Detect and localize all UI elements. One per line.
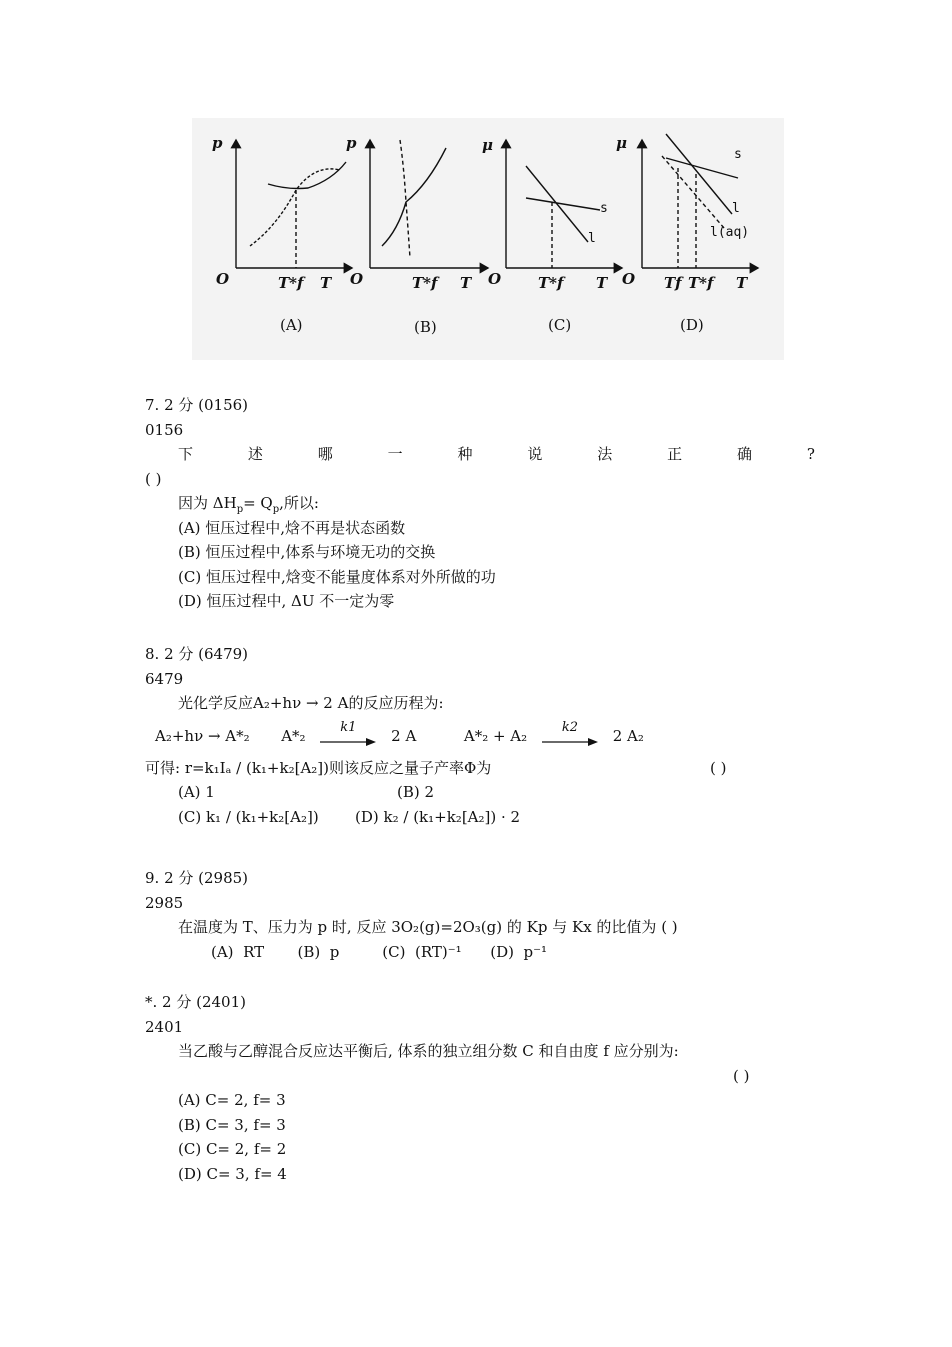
q10-paren-line [145,1064,815,1089]
q9-code: 2985 [145,893,184,912]
q10-option-b: (B) C= 3, f= 3 [178,1115,286,1134]
label-s-c: s [600,201,608,216]
k1-arrow [320,720,376,748]
q8-options-ab [145,780,815,805]
label-laq-d: l(aq) [710,225,750,240]
q10-option-c: (C) C= 2, f= 2 [178,1140,287,1158]
q7-header: 7. 2 分 (0156) [145,396,249,414]
origin-b: O [350,270,364,288]
q8-step3-right: 2 A₂ [612,726,644,745]
q8-code: 6479 [145,669,184,688]
q7-answer-paren: ( ) [145,469,162,488]
q8-mechanism [145,716,815,756]
question-9 [145,866,815,964]
q10-header: *. 2 分 (2401) [145,993,246,1011]
axis-label-p-a: p [212,134,223,152]
tf-d: Tf [664,274,682,292]
q7-premise: 因为 $\Delta H_p= Q_p$,所以: [178,494,319,515]
panel-label-b: (B) [414,318,437,336]
panel-label-a: (A) [280,316,303,334]
q8-option-d: (D) k₂ / (k₁+k₂[A₂]) · 2 [355,807,521,826]
q7-char: 确 [737,445,753,463]
q7-code: 0156 [145,420,184,439]
k1-label: k1 [340,720,357,735]
axis-label-mu-c: μ [482,136,493,154]
q8-intro: 光化学反应A₂+hν → 2 A的反应历程为: [178,694,444,712]
q7-option-d: (D) 恒压过程中, ΔU 不一定为零 [178,592,395,610]
panel-a-diagram [236,140,352,268]
q7-char: 下 [178,445,194,463]
q7-char: 述 [247,445,263,463]
q8-derive: 可得: r=k₁Iₐ / (k₁+k₂[A₂])则该反应之量子产率Φ为 ( ) [145,756,815,781]
q7-option-b: (B) 恒压过程中,体系与环境无功的交换 [178,543,436,561]
tf-star-b: T*f [412,274,438,292]
q7-char: 一 [387,445,403,463]
t-axis-a: T [320,274,332,292]
panel-label-c: (C) [548,316,572,334]
k2-arrow [542,720,598,748]
q7-option-c: (C) 恒压过程中,焓变不能量度体系对外所做的功 [178,567,496,586]
q10-option-a: (A) C= 2, f= 3 [178,1091,286,1109]
question-7 [145,393,815,614]
q8-step2-left: A*₂ [281,726,306,745]
q10-code: 2401 [145,1017,184,1036]
tf-star-a: T*f [278,274,304,292]
phase-diagrams-svg [192,118,784,360]
axis-label-mu-d: μ [616,134,627,152]
q9-options: (A) RT (B) p (C) (RT)⁻¹ (D) p⁻¹ [211,942,548,961]
phase-diagram-figure [192,118,784,360]
panel-label-d: (D) [680,316,704,334]
q8-option-a: (A) 1 [178,783,215,801]
q8-option-c: (C) k₁ / (k₁+k₂[A₂]) [178,807,319,826]
q7-char: 法 [597,445,613,463]
t-axis-c: T [596,274,608,292]
q8-answer-paren: ( ) [710,758,727,777]
label-s-d: s [734,147,742,162]
q8-step1: A₂+hν → A*₂ [155,726,250,745]
axis-label-p-b: p [346,134,357,152]
q10-answer-paren: ( ) [733,1066,750,1085]
q7-char: 说 [527,445,543,463]
origin-a: O [216,270,230,288]
q10-stem: 当乙酸与乙醇混合反应达平衡后, 体系的独立组分数 C 和自由度 f 应分别为: [178,1042,679,1060]
origin-d: O [622,270,636,288]
q8-step3-left: A*₂ + A₂ [463,726,528,745]
q7-char: 正 [667,445,683,463]
q8-header: 8. 2 分 (6479) [145,645,249,663]
panel-b-diagram [370,140,488,268]
q8-options-cd [145,805,815,830]
question-10 [145,990,815,1186]
tf-star-c: T*f [538,274,564,292]
tf-star-d: T*f [688,274,714,292]
q8-option-b: (B) 2 [397,783,435,801]
k2-label: k2 [561,720,579,735]
q8-step2-right: 2 A [391,726,417,745]
question-8 [145,642,815,829]
t-axis-b: T [460,274,472,292]
q7-char: 哪 [317,445,333,463]
origin-c: O [488,270,502,288]
q7-char: 种 [457,445,473,463]
q10-option-d: (D) C= 3, f= 4 [178,1164,287,1183]
q9-header: 9. 2 分 (2985) [145,869,249,887]
label-l-d: l [732,201,740,216]
q9-stem: 在温度为 T、压力为 p 时, 反应 3O₂(g)=2O₃(g) 的 Kp 与 Kx 的比值为 ( ) [178,918,678,936]
q7-option-a: (A) 恒压过程中,焓不再是状态函数 [178,518,406,537]
t-axis-d: T [736,274,748,292]
q7-char: ? [806,445,815,463]
q7-question [145,442,815,467]
label-l-c: l [588,231,596,246]
